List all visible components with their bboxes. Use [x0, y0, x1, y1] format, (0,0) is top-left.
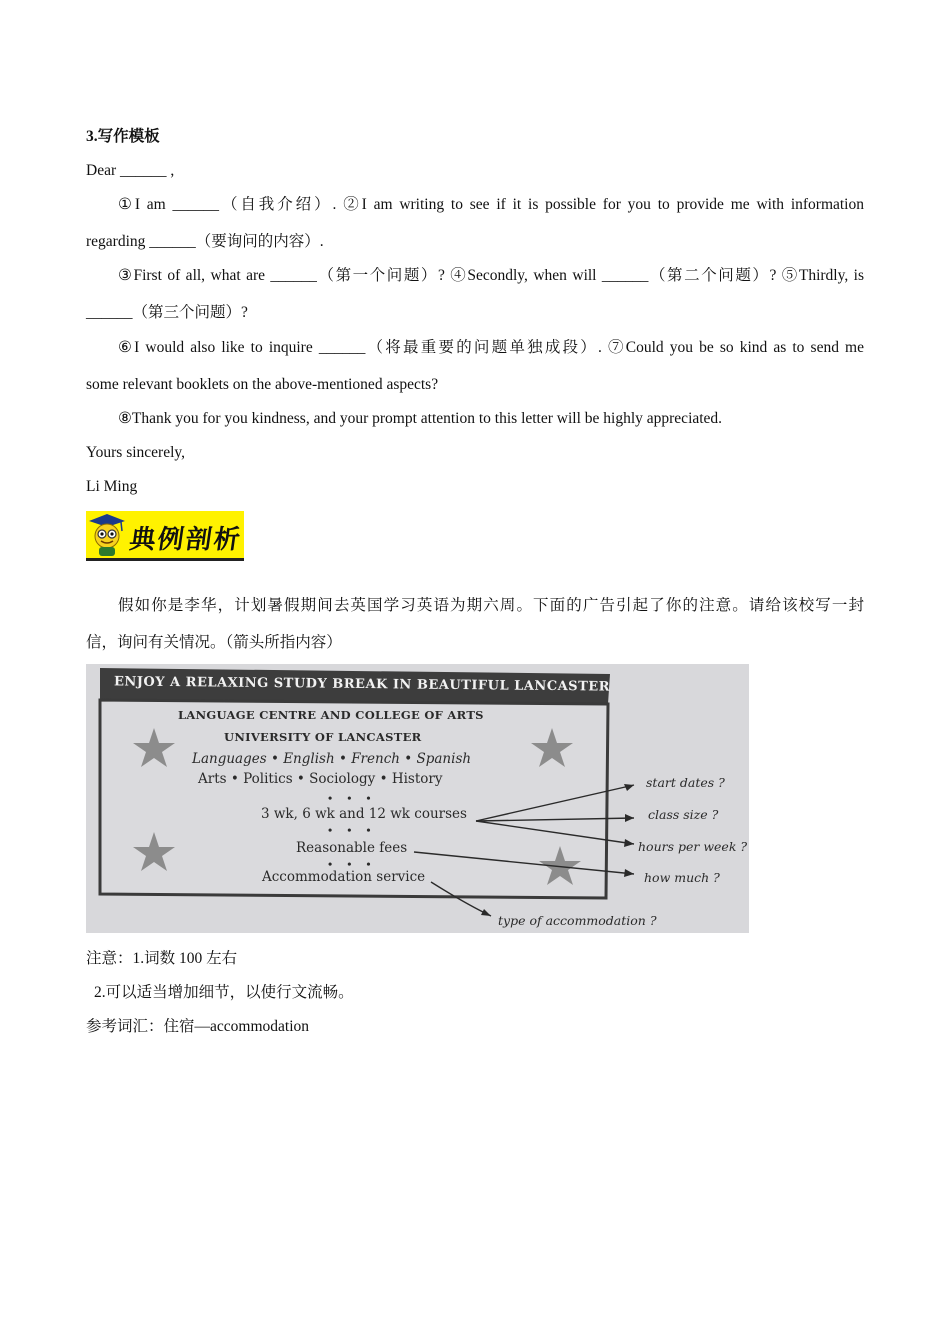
task-line-1: 假如你是李华，计划暑假期间去英国学习英语为期六周。下面的广告引起了你的注意。请给该校写一封: [118, 597, 864, 614]
annotation-how-much: how much ?: [644, 870, 720, 885]
ad-accommodation: Accommodation service: [262, 869, 426, 885]
example-analysis-banner: [86, 511, 244, 561]
annotation-start-dates: start dates ?: [646, 775, 725, 790]
paragraph-2-line-1: ③First of all, what are ______（第一个问题）? ④Secondly, when will ______（第二个问题）? ⑤Thirdly, is: [118, 267, 864, 284]
ad-fees: Reasonable fees: [296, 840, 408, 856]
annotation-class-size: class size ?: [648, 807, 719, 822]
ad-divider-dots: • • •: [328, 823, 377, 837]
closing: Yours sincerely,: [86, 444, 186, 461]
salutation: Dear ______ ,: [86, 162, 175, 179]
ad-arts: Arts • Politics • Sociology • History: [198, 771, 443, 787]
ad-divider-dots: • • •: [328, 791, 377, 805]
ad-divider-dots: • • •: [328, 857, 377, 871]
note-add-details: 2.可以适当增加细节，以使行文流畅。: [94, 984, 354, 1001]
ad-college-name: LANGUAGE CENTRE AND COLLEGE OF ARTS: [178, 708, 484, 722]
annotation-type-of-accommodation: type of accommodation ?: [498, 913, 657, 928]
ad-header: ENJOY A RELAXING STUDY BREAK IN BEAUTIFUL LANCASTER: [113, 674, 611, 695]
student-mascot-icon: [88, 513, 126, 557]
task-line-2: 信，询问有关情况。（箭头所指内容）: [86, 634, 342, 651]
paragraph-3-line-1: ⑥I would also like to inquire ______（将最重要的问题单独成段）. ⑦Could you be so kind as to send me: [118, 339, 864, 356]
paragraph-2-line-2: ______（第三个问题）?: [86, 304, 248, 321]
paragraph-1-line-2: regarding ______（要询问的内容）.: [86, 233, 324, 250]
annotation-hours-per-week: hours per week ?: [638, 839, 748, 854]
paragraph-1-line-1: ①I am ______（自我介绍）. ②I am writing to see if it is possible for you to provide me with information: [118, 196, 864, 213]
reference-vocabulary: 参考词汇：住宿—accommodation: [86, 1018, 309, 1035]
section-heading: 3.写作模板: [86, 128, 160, 145]
ad-courses: 3 wk, 6 wk and 12 wk courses: [261, 806, 467, 822]
ad-university-name: UNIVERSITY OF LANCASTER: [224, 730, 422, 744]
ad-languages: Languages • English • French • Spanish: [192, 751, 472, 767]
signature: Li Ming: [86, 478, 138, 495]
paragraph-3-line-2: some relevant booklets on the above-mentioned aspects?: [86, 376, 439, 393]
note-word-count: 注意：1.词数 100 左右: [86, 950, 238, 967]
advertisement-image: [86, 664, 749, 933]
paragraph-4: ⑧Thank you for you kindness, and your prompt attention to this letter will be highly appreciated.: [118, 410, 723, 427]
banner-title: 典例剖析: [127, 525, 244, 555]
